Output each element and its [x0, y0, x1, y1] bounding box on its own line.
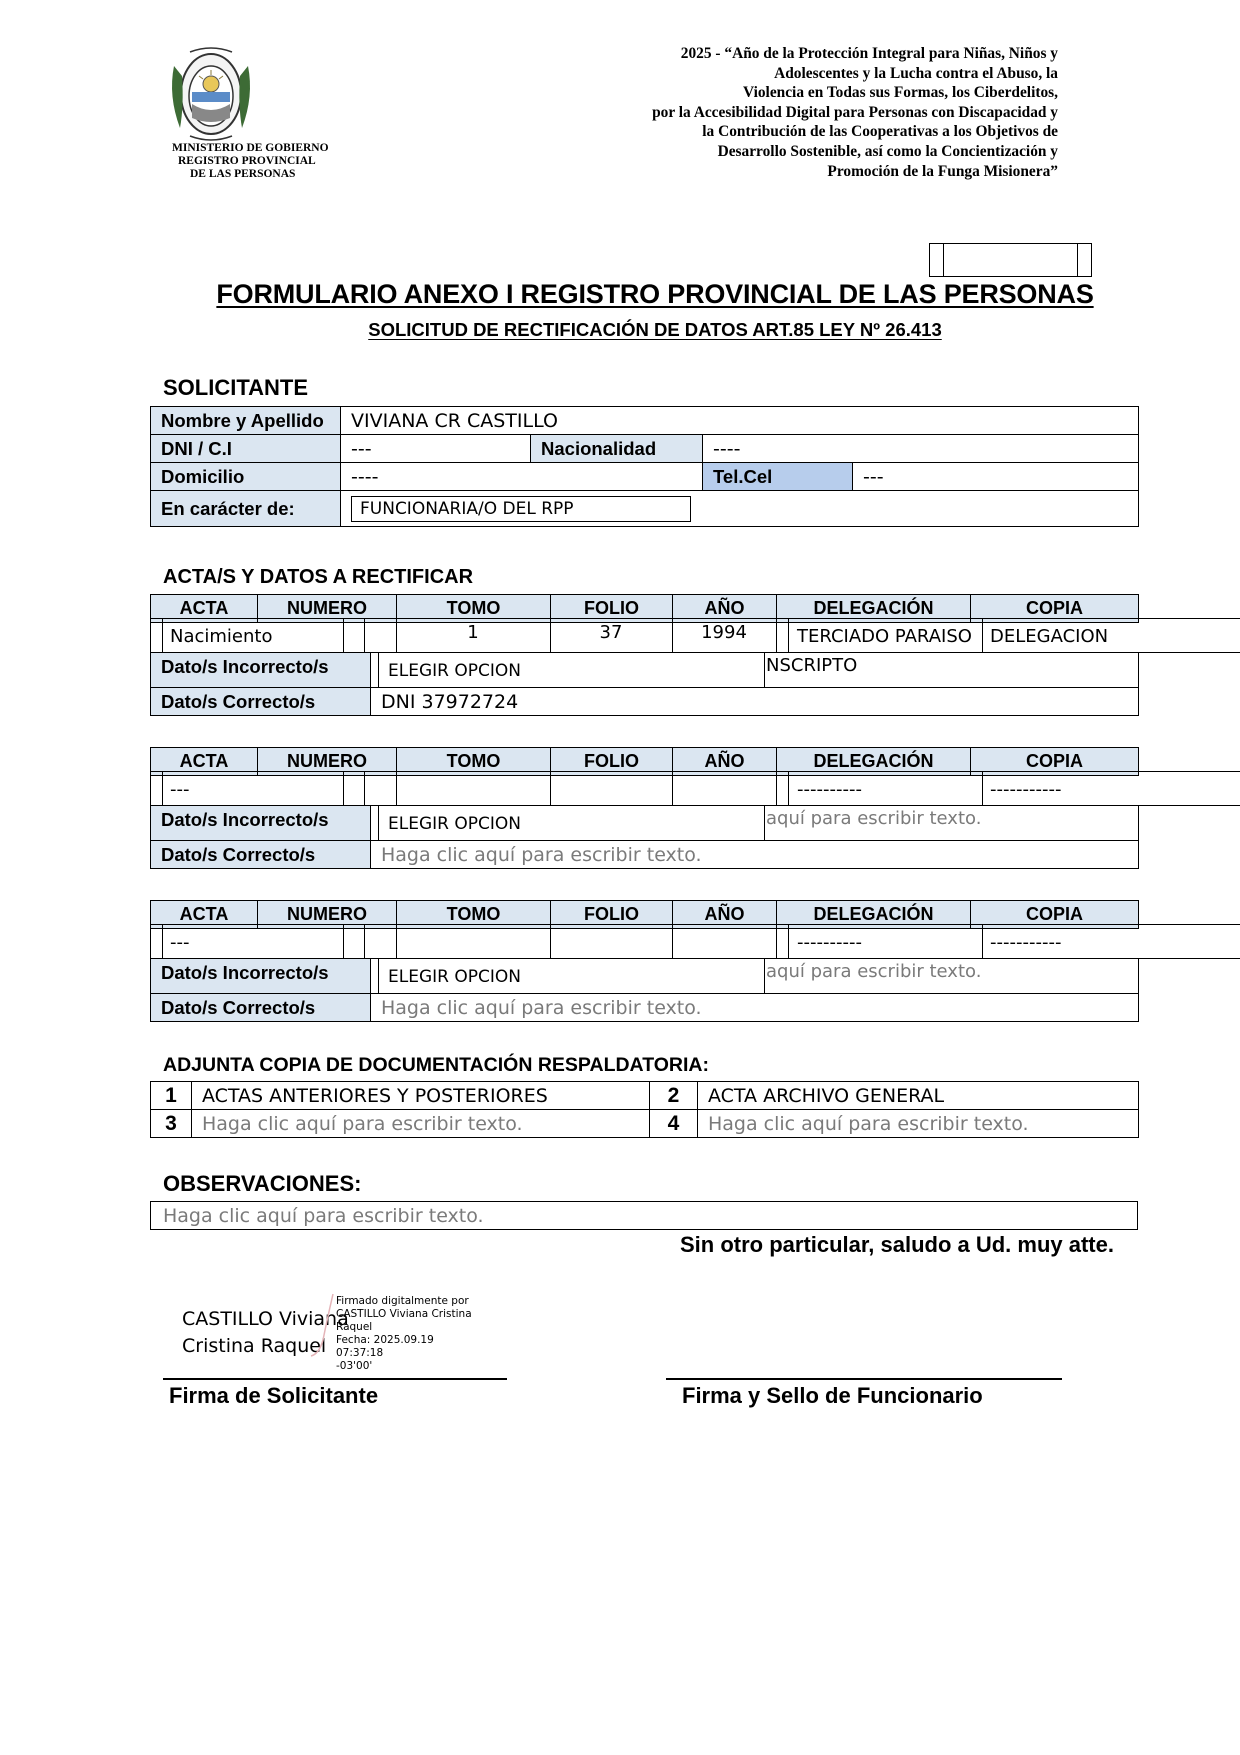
observaciones-field[interactable]: Haga clic aquí para escribir texto.	[151, 1202, 1138, 1230]
ministry-line: REGISTRO PROVINCIAL	[178, 155, 316, 167]
incorrect-option-dropdown[interactable]: ELEGIR OPCION	[388, 814, 521, 834]
correct-field[interactable]: Haga clic aquí para escribir texto.	[371, 994, 1139, 1022]
ministry-line: DE LAS PERSONAS	[190, 168, 296, 180]
incorrect-field[interactable]: aquí para escribir texto.	[766, 961, 982, 982]
copia-dropdown[interactable]: DELEGACION	[990, 626, 1109, 647]
motto-line: Desarrollo Sostenible, así como la Concientización y	[717, 142, 1058, 160]
correct-label: Dato/s Correcto/s	[151, 688, 371, 716]
nacionalidad-label: Nacionalidad	[531, 435, 703, 463]
col-delegacion: DELEGACIÓN	[777, 595, 971, 623]
acta-type-dropdown[interactable]: Nacimiento	[170, 626, 273, 647]
col-folio: FOLIO	[551, 901, 673, 929]
digital-signature-detail	[336, 1295, 476, 1373]
signature-detail-line: -03'00'	[336, 1360, 373, 1372]
col-delegacion: DELEGACIÓN	[777, 748, 971, 776]
correct-field[interactable]: Haga clic aquí para escribir texto.	[371, 841, 1139, 869]
incorrect-option-dropdown[interactable]: ELEGIR OPCION	[388, 661, 521, 681]
form-subtitle: SOLICITUD DE RECTIFICACIÓN DE DATOS ART.85 LEY Nº 26.413	[368, 319, 942, 340]
solicitante-table	[150, 406, 1139, 527]
col-copia: COPIA	[971, 595, 1139, 623]
delegacion-dropdown[interactable]: TERCIADO PARAISO	[797, 626, 972, 647]
col-tomo: TOMO	[397, 595, 551, 623]
signature-detail-line: Raquel	[336, 1321, 373, 1333]
adjunta-field-4[interactable]: Haga clic aquí para escribir texto.	[698, 1110, 1139, 1138]
provincia-misiones-seal-icon	[166, 46, 256, 142]
funcionario-signature-line	[666, 1378, 1062, 1380]
solicitante-signature-line	[163, 1378, 507, 1380]
adjunta-field-2[interactable]: ACTA ARCHIVO GENERAL	[698, 1082, 1139, 1110]
col-delegacion: DELEGACIÓN	[777, 901, 971, 929]
adjunta-number: 4	[650, 1110, 698, 1138]
signer-name-line: Cristina Raquel	[182, 1335, 327, 1357]
acta-data-rows	[150, 805, 1139, 869]
nacionalidad-field[interactable]: ----	[703, 435, 1139, 463]
correct-label: Dato/s Correcto/s	[151, 994, 371, 1022]
caracter-dropdown[interactable]: FUNCIONARIA/O DEL RPP	[351, 496, 691, 522]
domicilio-label: Domicilio	[151, 463, 341, 491]
correct-field[interactable]: DNI 37972724	[371, 688, 1139, 716]
adjunta-heading: ADJUNTA COPIA DE DOCUMENTACIÓN RESPALDATORIA:	[163, 1054, 709, 1076]
tomo-field[interactable]: 1	[467, 622, 479, 643]
delegacion-dropdown[interactable]: ----------	[797, 779, 862, 800]
incorrect-label: Dato/s Incorrecto/s	[151, 959, 371, 994]
col-copia: COPIA	[971, 901, 1139, 929]
tel-label: Tel.Cel	[703, 463, 853, 491]
adjunta-table	[150, 1081, 1139, 1138]
col-folio: FOLIO	[551, 748, 673, 776]
adjunta-number: 1	[151, 1082, 192, 1110]
actas-heading: ACTA/S Y DATOS A RECTIFICAR	[163, 566, 474, 588]
copia-dropdown[interactable]: -----------	[990, 779, 1062, 800]
col-numero: NUMERO	[258, 748, 397, 776]
observaciones-heading: OBSERVACIONES:	[163, 1171, 362, 1196]
dni-label: DNI / C.I	[151, 435, 341, 463]
year-motto	[490, 44, 1058, 181]
solicitante-heading: SOLICITANTE	[163, 375, 309, 400]
signature-detail-line: CASTILLO Viviana Cristina	[336, 1308, 472, 1320]
signature-detail-line: Fecha: 2025.09.19 07:37:18	[336, 1334, 434, 1359]
nombre-field[interactable]: VIVIANA CR CASTILLO	[341, 407, 1139, 435]
incorrect-field[interactable]: NSCRIPTO	[766, 655, 858, 676]
funcionario-signature-label: Firma y Sello de Funcionario	[682, 1383, 983, 1408]
copia-dropdown[interactable]: -----------	[990, 932, 1062, 953]
col-anio: AÑO	[673, 595, 777, 623]
adjunta-field-3[interactable]: Haga clic aquí para escribir texto.	[192, 1110, 650, 1138]
motto-line: la Contribución de las Cooperativas a los Objetivos de	[702, 123, 1058, 141]
signature-detail-line: Firmado digitalmente por	[336, 1295, 469, 1307]
col-tomo: TOMO	[397, 901, 551, 929]
adjunta-number: 3	[151, 1110, 192, 1138]
signer-name-line: CASTILLO Viviana	[182, 1308, 349, 1330]
incorrect-field[interactable]: aquí para escribir texto.	[766, 808, 982, 829]
tel-field[interactable]: ---	[853, 463, 1139, 491]
col-acta: ACTA	[151, 748, 258, 776]
acta-data-rows	[150, 652, 1139, 716]
adjunta-field-1[interactable]: ACTAS ANTERIORES Y POSTERIORES	[192, 1082, 650, 1110]
caracter-label: En carácter de:	[151, 491, 341, 527]
col-copia: COPIA	[971, 748, 1139, 776]
anio-field[interactable]: 1994	[701, 622, 747, 643]
col-anio: AÑO	[673, 901, 777, 929]
ministry-block	[172, 142, 372, 181]
correct-label: Dato/s Correcto/s	[151, 841, 371, 869]
delegacion-dropdown[interactable]: ----------	[797, 932, 862, 953]
closing-text: Sin otro particular, saludo a Ud. muy atte.	[680, 1232, 1114, 1257]
ministry-line: MINISTERIO DE GOBIERNO	[172, 142, 329, 154]
col-numero: NUMERO	[258, 901, 397, 929]
col-acta: ACTA	[151, 901, 258, 929]
motto-line: por la Accesibilidad Digital para Personas con Discapacidad y	[652, 103, 1058, 121]
col-folio: FOLIO	[551, 595, 673, 623]
col-anio: AÑO	[673, 748, 777, 776]
form-title: FORMULARIO ANEXO I REGISTRO PROVINCIAL DE LAS PERSONAS	[216, 279, 1094, 309]
incorrect-label: Dato/s Incorrecto/s	[151, 806, 371, 841]
col-acta: ACTA	[151, 595, 258, 623]
motto-line: Promoción de la Funga Misionera”	[827, 162, 1058, 180]
acta-type-dropdown[interactable]: ---	[170, 932, 190, 953]
nombre-label: Nombre y Apellido	[151, 407, 341, 435]
motto-line: Adolescentes y la Lucha contra el Abuso, la	[774, 64, 1058, 82]
motto-line: 2025 - “Año de la Protección Integral para Niñas, Niños y	[680, 45, 1058, 62]
folio-field[interactable]: 37	[599, 622, 623, 643]
solicitante-signature-label: Firma de Solicitante	[169, 1383, 379, 1408]
adjunta-number: 2	[650, 1082, 698, 1110]
observaciones-table	[150, 1201, 1138, 1230]
motto-line: Violencia en Todas sus Formas, los Ciberdelitos,	[743, 84, 1058, 102]
col-tomo: TOMO	[397, 748, 551, 776]
incorrect-label: Dato/s Incorrecto/s	[151, 653, 371, 688]
form-code-box[interactable]	[929, 243, 1092, 277]
dni-field[interactable]: ---	[341, 435, 531, 463]
acta-type-dropdown[interactable]: ---	[170, 779, 190, 800]
acta-data-rows	[150, 958, 1139, 1022]
col-numero: NUMERO	[258, 595, 397, 623]
domicilio-field[interactable]: ----	[341, 463, 703, 491]
incorrect-option-dropdown[interactable]: ELEGIR OPCION	[388, 967, 521, 987]
